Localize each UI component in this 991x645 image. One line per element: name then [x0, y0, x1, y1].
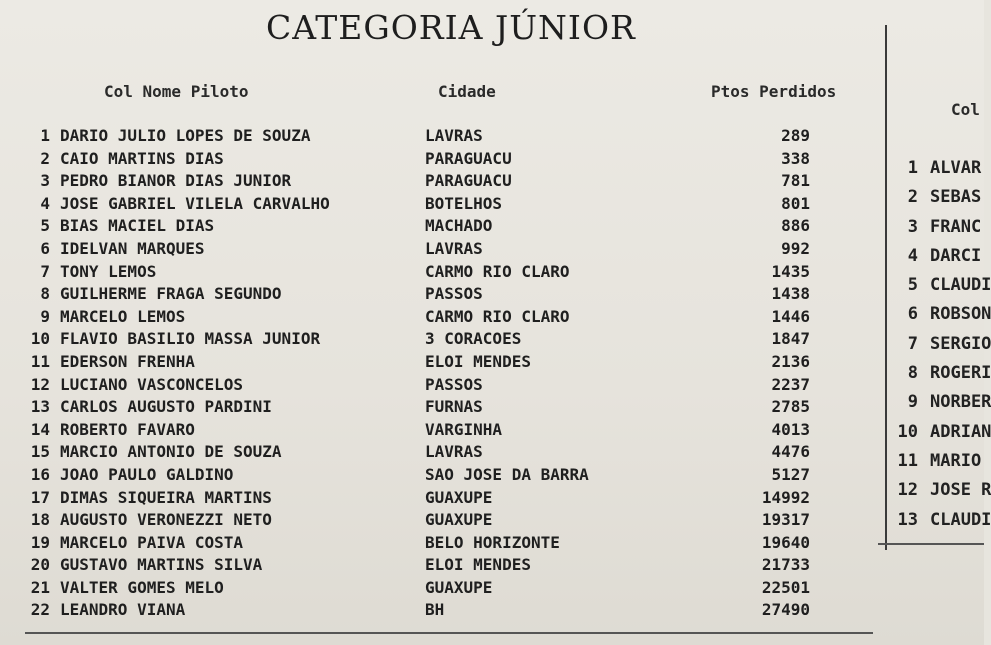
points-lost: 1438 — [771, 284, 810, 304]
row-number: 14 — [30, 419, 50, 439]
right-pilot-name: ALVAR — [930, 158, 982, 178]
points-lost: 21733 — [761, 555, 810, 575]
row-number: 2 — [40, 148, 50, 168]
city-name: PARAGUACU — [425, 171, 512, 191]
row-number: 3 — [40, 171, 50, 191]
row-number: 8 — [40, 284, 50, 304]
table-row — [0, 600, 870, 623]
row-number: 22 — [30, 600, 50, 620]
pilot-name: LEANDRO VIANA — [60, 600, 186, 620]
pilot-name: ROBERTO FAVARO — [60, 419, 195, 439]
row-number: 15 — [30, 442, 50, 462]
points-lost: 886 — [781, 216, 810, 236]
city-name: LAVRAS — [425, 126, 483, 145]
table-row — [0, 352, 870, 375]
row-number: 10 — [30, 329, 50, 349]
row-number: 19 — [30, 532, 50, 552]
header-cidade: Cidade — [438, 82, 496, 101]
right-row-number: 8 — [907, 363, 918, 384]
row-number: 9 — [40, 306, 50, 326]
points-lost: 992 — [781, 238, 810, 258]
right-pilot-name: ROBSON — [930, 304, 991, 325]
page-title: CATEGORIA JÚNIOR — [266, 8, 636, 47]
pilot-name: MARCELO LEMOS — [60, 306, 186, 326]
row-number: 13 — [30, 397, 50, 417]
row-number: 18 — [30, 510, 50, 530]
pilot-name: MARCELO PAIVA COSTA — [60, 532, 244, 552]
right-row-number: 9 — [907, 392, 918, 413]
right-row-number: 2 — [907, 187, 918, 208]
row-number: 17 — [30, 487, 50, 507]
right-row-number: 12 — [897, 480, 918, 501]
points-lost: 801 — [781, 193, 810, 213]
points-lost: 5127 — [771, 464, 810, 484]
pilot-name: TONY LEMOS — [60, 261, 157, 281]
right-header-col: Col — [951, 100, 980, 119]
points-lost: 2785 — [771, 397, 810, 417]
row-number: 20 — [30, 555, 50, 575]
pilot-name: JOAO PAULO GALDINO — [60, 464, 234, 484]
right-pilot-name: JOSE R — [930, 480, 991, 501]
header-col-nome: Col Nome Piloto — [104, 82, 249, 101]
points-lost: 2237 — [771, 374, 810, 394]
right-row-number: 10 — [897, 421, 918, 442]
column-divider — [885, 25, 887, 550]
right-pilot-name: DARCI — [930, 245, 982, 266]
table-row — [0, 375, 870, 398]
row-number: 7 — [40, 261, 50, 281]
points-lost: 4013 — [771, 419, 810, 439]
right-row-number: 6 — [907, 304, 918, 325]
city-name: PASSOS — [425, 374, 483, 394]
bottom-rule — [25, 632, 873, 634]
table-row — [0, 262, 870, 285]
city-name: BELO HORIZONTE — [425, 532, 560, 552]
right-panel-rule — [878, 543, 984, 545]
city-name: PASSOS — [425, 284, 483, 304]
points-lost: 19317 — [761, 510, 810, 530]
right-row-number: 3 — [907, 216, 918, 237]
row-number: 1 — [40, 126, 50, 145]
table-row — [0, 171, 870, 194]
points-lost: 1435 — [771, 261, 810, 281]
row-number: 11 — [30, 351, 50, 371]
right-row-number: 13 — [897, 509, 918, 530]
points-lost: 19640 — [761, 532, 810, 552]
right-row-number: 4 — [907, 245, 918, 266]
table-row — [0, 284, 870, 307]
table-row — [0, 216, 870, 239]
city-name: GUAXUPE — [425, 487, 493, 507]
points-lost: 338 — [781, 148, 810, 168]
points-lost: 781 — [781, 171, 810, 191]
city-name: 3 CORACOES — [425, 329, 522, 349]
pilot-name: DARIO JULIO LOPES DE SOUZA — [60, 126, 311, 145]
right-pilot-name: FRANC — [930, 216, 982, 237]
city-name: LAVRAS — [425, 442, 483, 462]
points-lost: 27490 — [761, 600, 810, 620]
row-number: 5 — [40, 216, 50, 236]
right-pilot-name: NORBER — [930, 392, 991, 413]
pilot-name: CARLOS AUGUSTO PARDINI — [60, 397, 272, 417]
results-table — [0, 126, 870, 623]
points-lost: 2136 — [771, 351, 810, 371]
table-row — [0, 329, 870, 352]
pilot-name: DIMAS SIQUEIRA MARTINS — [60, 487, 272, 507]
points-lost: 4476 — [771, 442, 810, 462]
right-pilot-name: CLAUDI — [930, 509, 991, 530]
pilot-name: JOSE GABRIEL VILELA CARVALHO — [60, 193, 330, 213]
pilot-name: IDELVAN MARQUES — [60, 238, 205, 258]
city-name: PARAGUACU — [425, 148, 512, 168]
right-pilot-name: SEBAS — [930, 187, 982, 208]
pilot-name: GUSTAVO MARTINS SILVA — [60, 555, 263, 575]
table-row — [0, 239, 870, 262]
pilot-name: PEDRO BIANOR DIAS JUNIOR — [60, 171, 292, 191]
row-number: 12 — [30, 374, 50, 394]
pilot-name: FLAVIO BASILIO MASSA JUNIOR — [60, 329, 321, 349]
right-row-number: 7 — [907, 333, 918, 354]
pilot-name: EDERSON FRENHA — [60, 351, 195, 371]
points-lost: 1847 — [771, 329, 810, 349]
city-name: ELOI MENDES — [425, 555, 531, 575]
right-pilot-name: ROGERI — [930, 363, 991, 384]
pilot-name: CAIO MARTINS DIAS — [60, 148, 224, 168]
city-name: SAO JOSE DA BARRA — [425, 464, 589, 484]
table-row — [0, 555, 870, 578]
points-lost: 14992 — [761, 487, 810, 507]
right-row-number: 1 — [907, 158, 918, 178]
table-row — [0, 465, 870, 488]
right-row-number: 5 — [907, 275, 918, 296]
table-row — [0, 126, 870, 149]
pilot-name: MARCIO ANTONIO DE SOUZA — [60, 442, 282, 462]
points-lost: 22501 — [761, 577, 810, 597]
table-row — [0, 307, 870, 330]
table-row — [0, 533, 870, 556]
right-pilot-name: SERGIO — [930, 333, 991, 354]
table-row — [0, 510, 870, 533]
table-row — [0, 488, 870, 511]
pilot-name: GUILHERME FRAGA SEGUNDO — [60, 284, 282, 304]
city-name: BH — [425, 600, 445, 620]
city-name: LAVRAS — [425, 238, 483, 258]
table-row — [0, 420, 870, 443]
table-row — [0, 194, 870, 217]
city-name: GUAXUPE — [425, 577, 493, 597]
header-pontos: Ptos Perdidos — [711, 82, 837, 101]
city-name: FURNAS — [425, 397, 483, 417]
city-name: VARGINHA — [425, 419, 503, 439]
city-name: CARMO RIO CLARO — [425, 261, 570, 281]
table-row — [0, 442, 870, 465]
pilot-name: LUCIANO VASCONCELOS — [60, 374, 244, 394]
pilot-name: BIAS MACIEL DIAS — [60, 216, 215, 236]
right-pilot-name: ADRIAN — [930, 421, 991, 442]
row-number: 21 — [30, 577, 50, 597]
pilot-name: AUGUSTO VERONEZZI NETO — [60, 510, 272, 530]
city-name: BOTELHOS — [425, 193, 503, 213]
row-number: 4 — [40, 193, 50, 213]
row-number: 16 — [30, 464, 50, 484]
city-name: ELOI MENDES — [425, 351, 531, 371]
right-pilot-name: CLAUDI — [930, 275, 991, 296]
city-name: GUAXUPE — [425, 510, 493, 530]
table-row — [0, 578, 870, 601]
next-category-panel — [888, 0, 991, 540]
table-row — [0, 149, 870, 172]
city-name: MACHADO — [425, 216, 493, 236]
right-pilot-name: MARIO — [930, 450, 982, 471]
points-lost: 289 — [781, 126, 810, 145]
city-name: CARMO RIO CLARO — [425, 306, 570, 326]
right-row-number: 11 — [897, 450, 918, 471]
points-lost: 1446 — [771, 306, 810, 326]
row-number: 6 — [40, 238, 50, 258]
table-row — [0, 397, 870, 420]
pilot-name: VALTER GOMES MELO — [60, 577, 224, 597]
